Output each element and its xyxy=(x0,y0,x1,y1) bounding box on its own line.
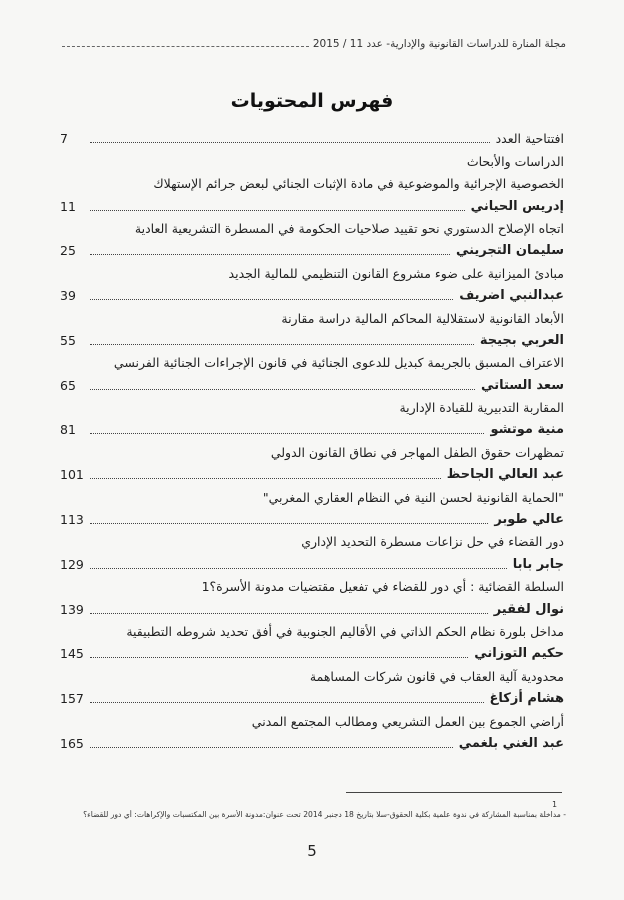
dot-leader xyxy=(90,210,465,211)
toc-author-row xyxy=(60,684,564,706)
toc-author-row xyxy=(60,281,564,303)
toc-title-row xyxy=(60,303,564,325)
running-header xyxy=(58,38,566,50)
toc-author-row xyxy=(60,594,564,616)
toc-title-row xyxy=(60,348,564,370)
dot-leader xyxy=(90,568,507,569)
toc-title-row xyxy=(60,572,564,594)
toc-entry-title: مبادئ الميزانية على ضوء مشروع القانون التنظيمي للمالية الجديد xyxy=(228,265,564,281)
toc-entry-title: "الحماية القانونية لحسن النية في النظام العقاري المغربي" xyxy=(262,489,564,505)
toc-page-number: 165 xyxy=(60,735,84,751)
toc-page-number: 11 xyxy=(60,198,76,214)
toc-title-row xyxy=(60,258,564,280)
toc-author-row xyxy=(60,505,564,527)
dot-leader xyxy=(90,702,484,703)
toc-author-row xyxy=(60,639,564,661)
page-number: 5 xyxy=(307,842,317,860)
toc-author-row xyxy=(60,236,564,258)
toc-author-row xyxy=(60,326,564,348)
toc-page-number: 129 xyxy=(60,556,84,572)
dot-leader xyxy=(90,747,453,748)
toc-entry-title: تمظهرات حقوق الطفل المهاجر في نطاق القانون الدولي xyxy=(270,444,564,460)
toc-entry-title: محدودية آلية العقاب في قانون شركات المساهمة xyxy=(309,668,564,684)
toc-author-row xyxy=(60,549,564,571)
toc-title-row xyxy=(60,617,564,639)
toc-entry-title: الخصوصية الإجرائية والموضوعية في مادة الإثبات الجنائي لبعض جرائم الإستهلاك xyxy=(153,176,564,192)
dot-leader xyxy=(90,344,474,345)
toc-author-name: منية موتشو xyxy=(490,422,564,438)
footnote-mark: 1 xyxy=(552,800,558,809)
toc-author-name: نوال لفقير xyxy=(493,601,564,617)
footnote-text: - مداخلة بمناسبة المشاركة في ندوة علمية بكلية الحقوق-سلا بتاريخ 18 دجنبر 2014 تحت عنوان:مدونة الأسرة بين المكتسبات والإكراهات: أي دور للقضاء؟ xyxy=(83,810,566,819)
toc-title-row xyxy=(60,169,564,191)
toc-entry-title: الاعتراف المسبق بالجريمة كبديل للدعوى الجنائية في قانون الإجراءات الجنائية الفرنسي xyxy=(113,355,564,371)
toc-title-row xyxy=(60,661,564,683)
toc-entry-title: الأبعاد القانونية لاستقلالية المحاكم المالية دراسة مقارنة xyxy=(281,310,564,326)
toc-author-name: عبد الغني بلغمي xyxy=(458,735,564,751)
toc-page-number: 39 xyxy=(60,288,76,304)
toc-page-number: 101 xyxy=(60,467,84,483)
footnote-rule xyxy=(346,792,562,793)
toc-page-number: 139 xyxy=(60,601,84,617)
toc-author-name: عبد العالي الجاحظ xyxy=(446,467,564,483)
toc-title-row xyxy=(60,146,564,168)
dot-leader xyxy=(90,523,488,524)
toc-author-name: سليمان التجريني xyxy=(455,243,564,259)
toc-title-row xyxy=(60,706,564,728)
header-dashed-rule xyxy=(62,46,309,47)
toc-author-name: العربي بجيجة xyxy=(479,332,564,348)
toc-page-number: 113 xyxy=(60,512,84,528)
toc-entry-title: دور القضاء في حل نزاعات مسطرة التحديد الإداري xyxy=(301,534,564,550)
dot-leader xyxy=(90,299,453,300)
toc-page-number: 7 xyxy=(60,131,68,147)
toc-author-name: إدريس الحياني xyxy=(470,198,564,214)
toc-entry-title: الدراسات والأبحاث xyxy=(466,153,564,169)
toc-entry-title: اتجاه الإصلاح الدستوري نحو تقييد صلاحيات الحكومة في المسطرة التشريعية العادية xyxy=(134,220,564,236)
toc-author-row xyxy=(60,370,564,392)
table-of-contents xyxy=(60,124,564,751)
dot-leader xyxy=(90,478,441,479)
toc-author-name: عالي طوبر xyxy=(494,512,564,528)
toc-title-row xyxy=(60,393,564,415)
toc-page-number: 81 xyxy=(60,422,76,438)
toc-entry-title: أراضي الجموع بين العمل التشريعي ومطالب المجتمع المدني xyxy=(251,713,564,729)
toc-author-row xyxy=(60,460,564,482)
toc-page-number: 25 xyxy=(60,243,76,259)
toc-author-name: عبدالنبي اضريف xyxy=(459,288,564,304)
toc-author-row xyxy=(60,191,564,213)
toc-title-row xyxy=(60,437,564,459)
dot-leader xyxy=(90,657,468,658)
toc-author-name: سعد الستاتي xyxy=(481,377,564,393)
toc-title-row xyxy=(60,124,564,146)
toc-author-name: هشام أزكاغ xyxy=(489,691,564,707)
page-title: فهرس المحتويات xyxy=(230,90,394,112)
toc-page-number: 145 xyxy=(60,646,84,662)
toc-author-row xyxy=(60,415,564,437)
toc-entry-title: افتتاحية العدد xyxy=(495,131,564,147)
toc-page-number: 157 xyxy=(60,691,84,707)
journal-header-text: مجلة المنارة للدراسات القانونية والإدارية- عدد 11 / 2015 xyxy=(312,38,566,50)
dot-leader xyxy=(90,433,484,434)
toc-entry-title: المقاربة التدبيرية للقيادة الإدارية xyxy=(399,400,564,416)
toc-entry-title: مداخل بلورة نظام الحكم الذاتي في الأقاليم الجنوبية في أفق تحديد شروطه التطبيقية xyxy=(126,623,564,639)
toc-page-number: 65 xyxy=(60,377,76,393)
dot-leader xyxy=(90,254,450,255)
toc-author-row xyxy=(60,729,564,751)
toc-author-name: حكيم التوزاني xyxy=(474,646,564,662)
dot-leader xyxy=(90,142,490,143)
dot-leader xyxy=(90,389,475,390)
toc-title-row xyxy=(60,527,564,549)
toc-title-row xyxy=(60,214,564,236)
toc-page-number: 55 xyxy=(60,332,76,348)
toc-entry-title: السلطة القضائية : أي دور للقضاء في تفعيل مقتضيات مدونة الأسرة؟1 xyxy=(201,579,564,595)
toc-title-row xyxy=(60,482,564,504)
dot-leader xyxy=(90,613,488,614)
toc-author-name: جابر بابا xyxy=(512,556,564,572)
